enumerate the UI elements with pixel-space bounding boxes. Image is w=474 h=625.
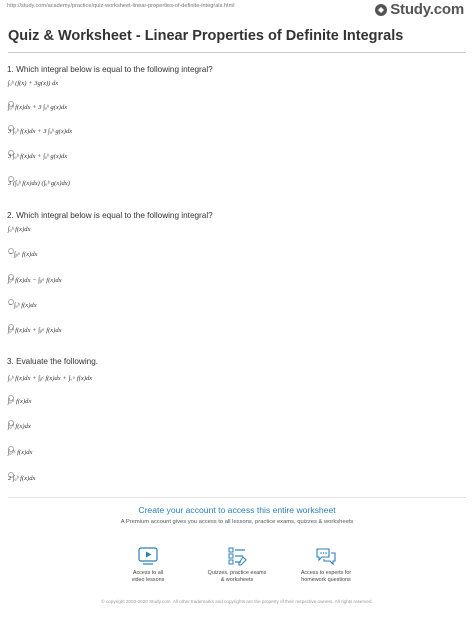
question-1-option-2[interactable]: 3 ∫ₐᵇ f(x)dx + 3 ∫ₐᵇ g(x)dx bbox=[8, 128, 73, 135]
question-2-option-1[interactable]: − ∫ᵦᵃ f(x)dx bbox=[8, 251, 38, 258]
question-2-option-4[interactable]: ∫ₐᵇ f(x)dx + ∫ᵦᵃ f(x)dx bbox=[8, 327, 62, 334]
question-2-option-3[interactable]: − ∫ₐᵇ f(x)dx bbox=[8, 302, 37, 309]
create-account-link[interactable]: Create your account to access this entire worksheet bbox=[138, 505, 336, 515]
question-3-option-2[interactable]: ∫ₐᵈ f(x)dx bbox=[8, 423, 31, 430]
question-2-option-2[interactable]: ∫ₐᵇ f(x)dx − ∫ᵦᵃ f(x)dx bbox=[8, 277, 62, 284]
title-divider bbox=[8, 52, 466, 53]
question-3-option-1[interactable]: ∫ₐᵃ f(x)dx bbox=[8, 398, 32, 405]
cta-divider bbox=[8, 497, 466, 498]
question-3-prompt: 3. Evaluate the following. bbox=[7, 357, 99, 366]
question-2-prompt: 2. Which integral below is equal to the following integral? bbox=[7, 211, 213, 220]
feature-experts-label: Access to experts for homework questions bbox=[300, 570, 352, 583]
page-title: Quiz & Worksheet - Linear Properties of Definite Integrals bbox=[8, 28, 404, 44]
quiz-worksheet-icon bbox=[226, 546, 248, 566]
question-2-expression: ∫ₐᵇ f(x)dx bbox=[8, 226, 31, 233]
study-logo[interactable] bbox=[375, 1, 464, 18]
question-3-option-3[interactable]: ∫ₐ²ᶜ f(x)dx bbox=[8, 449, 33, 456]
question-1-prompt: 1. Which integral below is equal to the following integral? bbox=[7, 65, 213, 74]
video-lesson-icon bbox=[137, 546, 159, 566]
question-1-option-3[interactable]: 3 ∫ₐᵇ f(x)dx + ∫ₐᵇ g(x)dx bbox=[8, 153, 68, 160]
study-logo-icon bbox=[375, 4, 387, 16]
question-3-expression: ∫ₐᵇ f(x)dx + ∫ᵦᶜ f(x)dx + ∫꜀ᵃ f(x)dx bbox=[8, 375, 93, 382]
question-1-expression: ∫ₐᵇ (f(x) + 3g(x)) dx bbox=[8, 80, 59, 87]
study-logo-text: Study.com bbox=[390, 1, 464, 18]
copyright-footer: © copyright 2003-2020 Study.com. All other trademarks and copyrights are the property of their respective owners. All rights reserved. bbox=[101, 599, 373, 604]
question-1-option-1[interactable]: ∫ₐᵇ f(x)dx + 3 ∫ₐᵇ g(x)dx bbox=[8, 104, 68, 111]
page-url: http://study.com/academy/practice/quiz-worksheet-linear-properties-of-definite-integrals.html bbox=[7, 3, 235, 9]
premium-description: A Premium account gives you access to all lessons, practice exams, quizzes & worksheets bbox=[120, 519, 354, 525]
question-3-option-4[interactable]: 2 ∫ₐᵇ f(x)dx bbox=[8, 475, 36, 482]
expert-chat-icon bbox=[315, 546, 337, 566]
feature-experts bbox=[271, 546, 381, 584]
feature-video-lessons-label: Access to all video lessons bbox=[131, 570, 165, 583]
question-1-option-4[interactable]: 3 (∫ₐᵇ f(x)dx) (∫ₐᵇ g(x)dx) bbox=[8, 180, 70, 187]
feature-quizzes-label: Quizzes, practice exams & worksheets bbox=[207, 570, 267, 583]
